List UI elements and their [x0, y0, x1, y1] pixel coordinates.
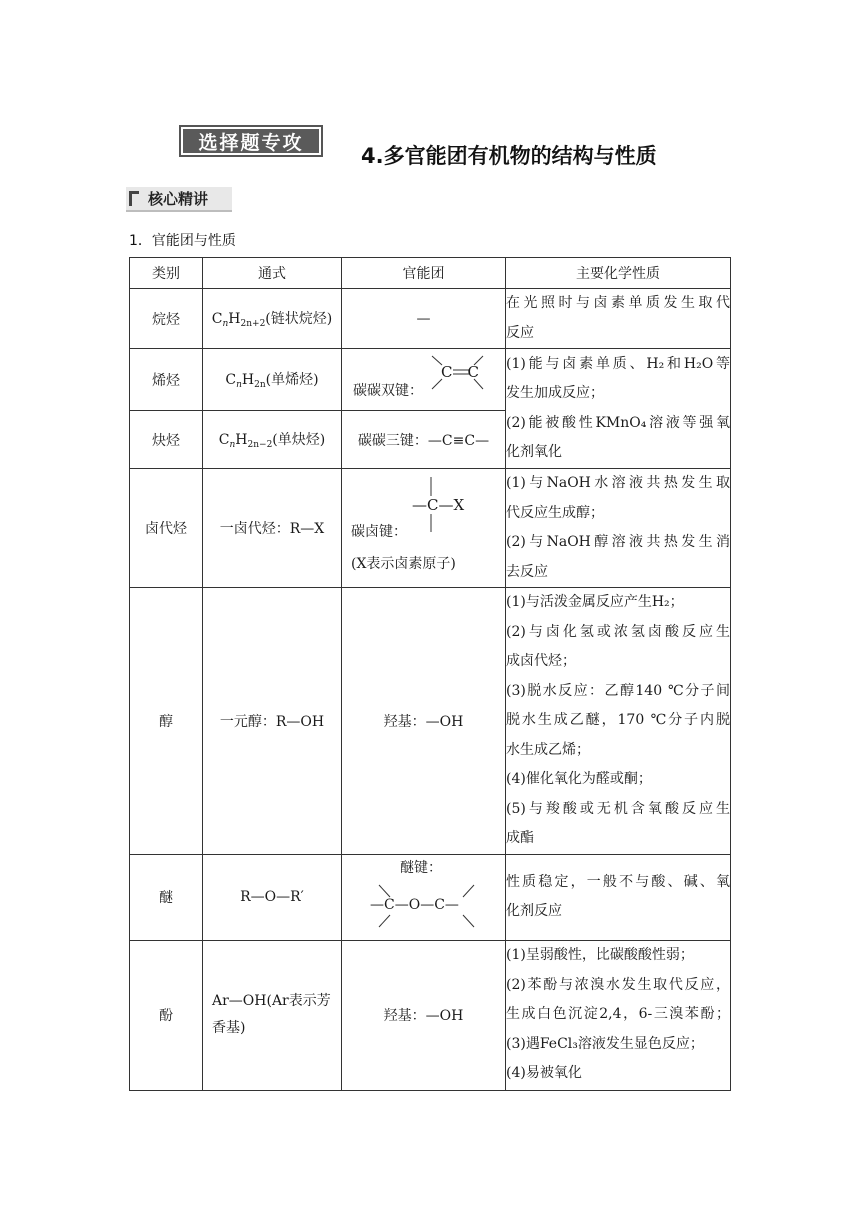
- property-cell: [506, 349, 731, 469]
- formula-c: C: [225, 372, 237, 388]
- group-label: 碳碳双键：: [353, 382, 423, 399]
- formula-line: Ar—OH(Ar表示芳: [212, 993, 331, 1009]
- group-note: (X表示卤素原子): [351, 556, 456, 572]
- formula-h: H: [235, 432, 248, 448]
- property-line: (2)与NaOH醇溶液共热发生消: [506, 534, 730, 550]
- property-line: (1)与NaOH水溶液共热发生取: [506, 475, 730, 491]
- property-line: 化剂氧化: [506, 444, 562, 460]
- formula-h: H: [241, 372, 255, 388]
- formula-n: n: [236, 380, 242, 390]
- category-cell: 烯烃: [130, 349, 203, 411]
- formula-line: 香基): [212, 1020, 246, 1036]
- category-cell: 烷烃: [130, 289, 203, 349]
- property-line: 性质稳定，一般不与酸、碱、氧: [506, 873, 730, 890]
- property-line: (5)与羧酸或无机含氧酸反应生: [506, 800, 730, 817]
- formula-sub: 2n−2: [247, 440, 273, 450]
- property-cell: [506, 289, 731, 349]
- header-cell: 官能团: [342, 258, 506, 289]
- formula-cell: [203, 289, 342, 349]
- group-cell: 碳碳三键：—C≡C—: [342, 411, 506, 469]
- group-cell: 羟基：—OH: [342, 588, 506, 855]
- property-line: (2)能被酸性KMnO₄溶液等强氧: [506, 414, 730, 431]
- formula-cell: [203, 940, 342, 1090]
- header-cell: 主要化学性质: [506, 258, 731, 289]
- property-cell: [506, 940, 731, 1090]
- table-header-row: [130, 258, 731, 289]
- formula-suffix: (单炔烃): [272, 432, 326, 448]
- formula-sub: 2n: [254, 380, 266, 390]
- group-cell: [342, 349, 506, 411]
- group-cell: [342, 854, 506, 940]
- category-cell: 酚: [130, 940, 203, 1090]
- page-title: 4.多官能团有机物的结构与性质: [361, 144, 657, 168]
- formula-cell: [203, 349, 342, 411]
- table-row: [130, 469, 731, 588]
- formula-n: n: [222, 319, 229, 329]
- formula-suffix: (单烯烃): [265, 372, 319, 388]
- group-label: 醚键：: [400, 859, 442, 876]
- property-line: 成酯: [506, 830, 534, 846]
- property-line: (3)脱水反应：乙醇140 ℃分子间: [506, 682, 730, 699]
- topic-badge-label: 选择题专攻: [183, 129, 319, 153]
- property-line: (1)与活泼金属反应产生H₂；: [506, 594, 684, 610]
- group-cell: [342, 469, 506, 588]
- property-line: (2)苯酚与浓溴水发生取代反应，: [506, 976, 730, 993]
- functional-group-table: [129, 257, 731, 1091]
- table-row: [130, 588, 731, 855]
- group-label: 碳卤键：: [351, 524, 407, 540]
- formula-cell: 一元醇：R—OH: [203, 588, 342, 855]
- property-line: 去反应: [506, 563, 548, 580]
- property-cell: [506, 469, 731, 588]
- table-row: [130, 349, 731, 411]
- property-line: 水生成乙烯；: [506, 741, 590, 758]
- property-cell: [506, 854, 731, 940]
- section-marker-icon: [129, 191, 139, 206]
- category-cell: 炔烃: [130, 411, 203, 469]
- property-line: 发生加成反应；: [506, 385, 604, 401]
- property-line: 代反应生成醇；: [506, 504, 604, 521]
- double-bond-atoms: CC: [441, 362, 494, 381]
- property-cell: [506, 588, 731, 855]
- property-line: (1)能与卤素单质、H₂和H₂O等: [506, 355, 730, 372]
- group-cell: 羟基：—OH: [342, 940, 506, 1090]
- formula-cell: 一卤代烃：R—X: [203, 469, 342, 588]
- property-line: 化剂反应: [506, 903, 562, 919]
- haloalkane-structure: [342, 469, 505, 587]
- property-line: (4)催化氧化为醛或酮；: [506, 771, 652, 787]
- section-label: 核心精讲: [148, 190, 209, 208]
- formula-c: C: [211, 311, 223, 327]
- property-line: (1)呈弱酸性，比碳酸酸性弱；: [506, 947, 694, 964]
- property-line: (4)易被氧化: [506, 1065, 582, 1082]
- subheading: 1．官能团与性质: [129, 233, 236, 249]
- property-line: (3)遇FeCl₃溶液发生显色反应；: [506, 1035, 704, 1052]
- formula-suffix: (链状烷烃): [265, 311, 333, 327]
- ether-structure: [342, 855, 505, 940]
- category-cell: 醇: [130, 588, 203, 855]
- ether-struct: —C—O—C—: [370, 896, 459, 913]
- formula-n: n: [229, 440, 236, 450]
- property-line: 成卤代烃；: [506, 653, 576, 669]
- formula-sub: 2n+2: [240, 319, 266, 329]
- property-line: 生成白色沉淀2,4，6-三溴苯酚；: [506, 1006, 730, 1023]
- formula-cell: R—O—R′: [203, 854, 342, 940]
- header-cell: 类别: [130, 258, 203, 289]
- alkene-structure: [342, 350, 505, 410]
- property-line: 脱水生成乙醚，170 ℃分子内脱: [506, 712, 730, 728]
- halide-struct: —C—X: [412, 496, 465, 514]
- formula-cell: [203, 411, 342, 469]
- table-row: [130, 854, 731, 940]
- table-row: [130, 289, 731, 349]
- section-header: [126, 187, 232, 212]
- formula-c: C: [218, 432, 230, 448]
- topic-badge: [179, 125, 323, 157]
- property-line: 在光照时与卤素单质发生取代: [506, 295, 730, 311]
- header-cell: 通式: [203, 258, 342, 289]
- category-cell: 醚: [130, 854, 203, 940]
- category-cell: 卤代烃: [130, 469, 203, 588]
- property-line: (2)与卤化氢或浓氢卤酸反应生: [506, 623, 730, 640]
- table-row: [130, 940, 731, 1090]
- group-cell: —: [342, 289, 506, 349]
- property-line: 反应: [506, 324, 534, 341]
- formula-h: H: [228, 311, 241, 327]
